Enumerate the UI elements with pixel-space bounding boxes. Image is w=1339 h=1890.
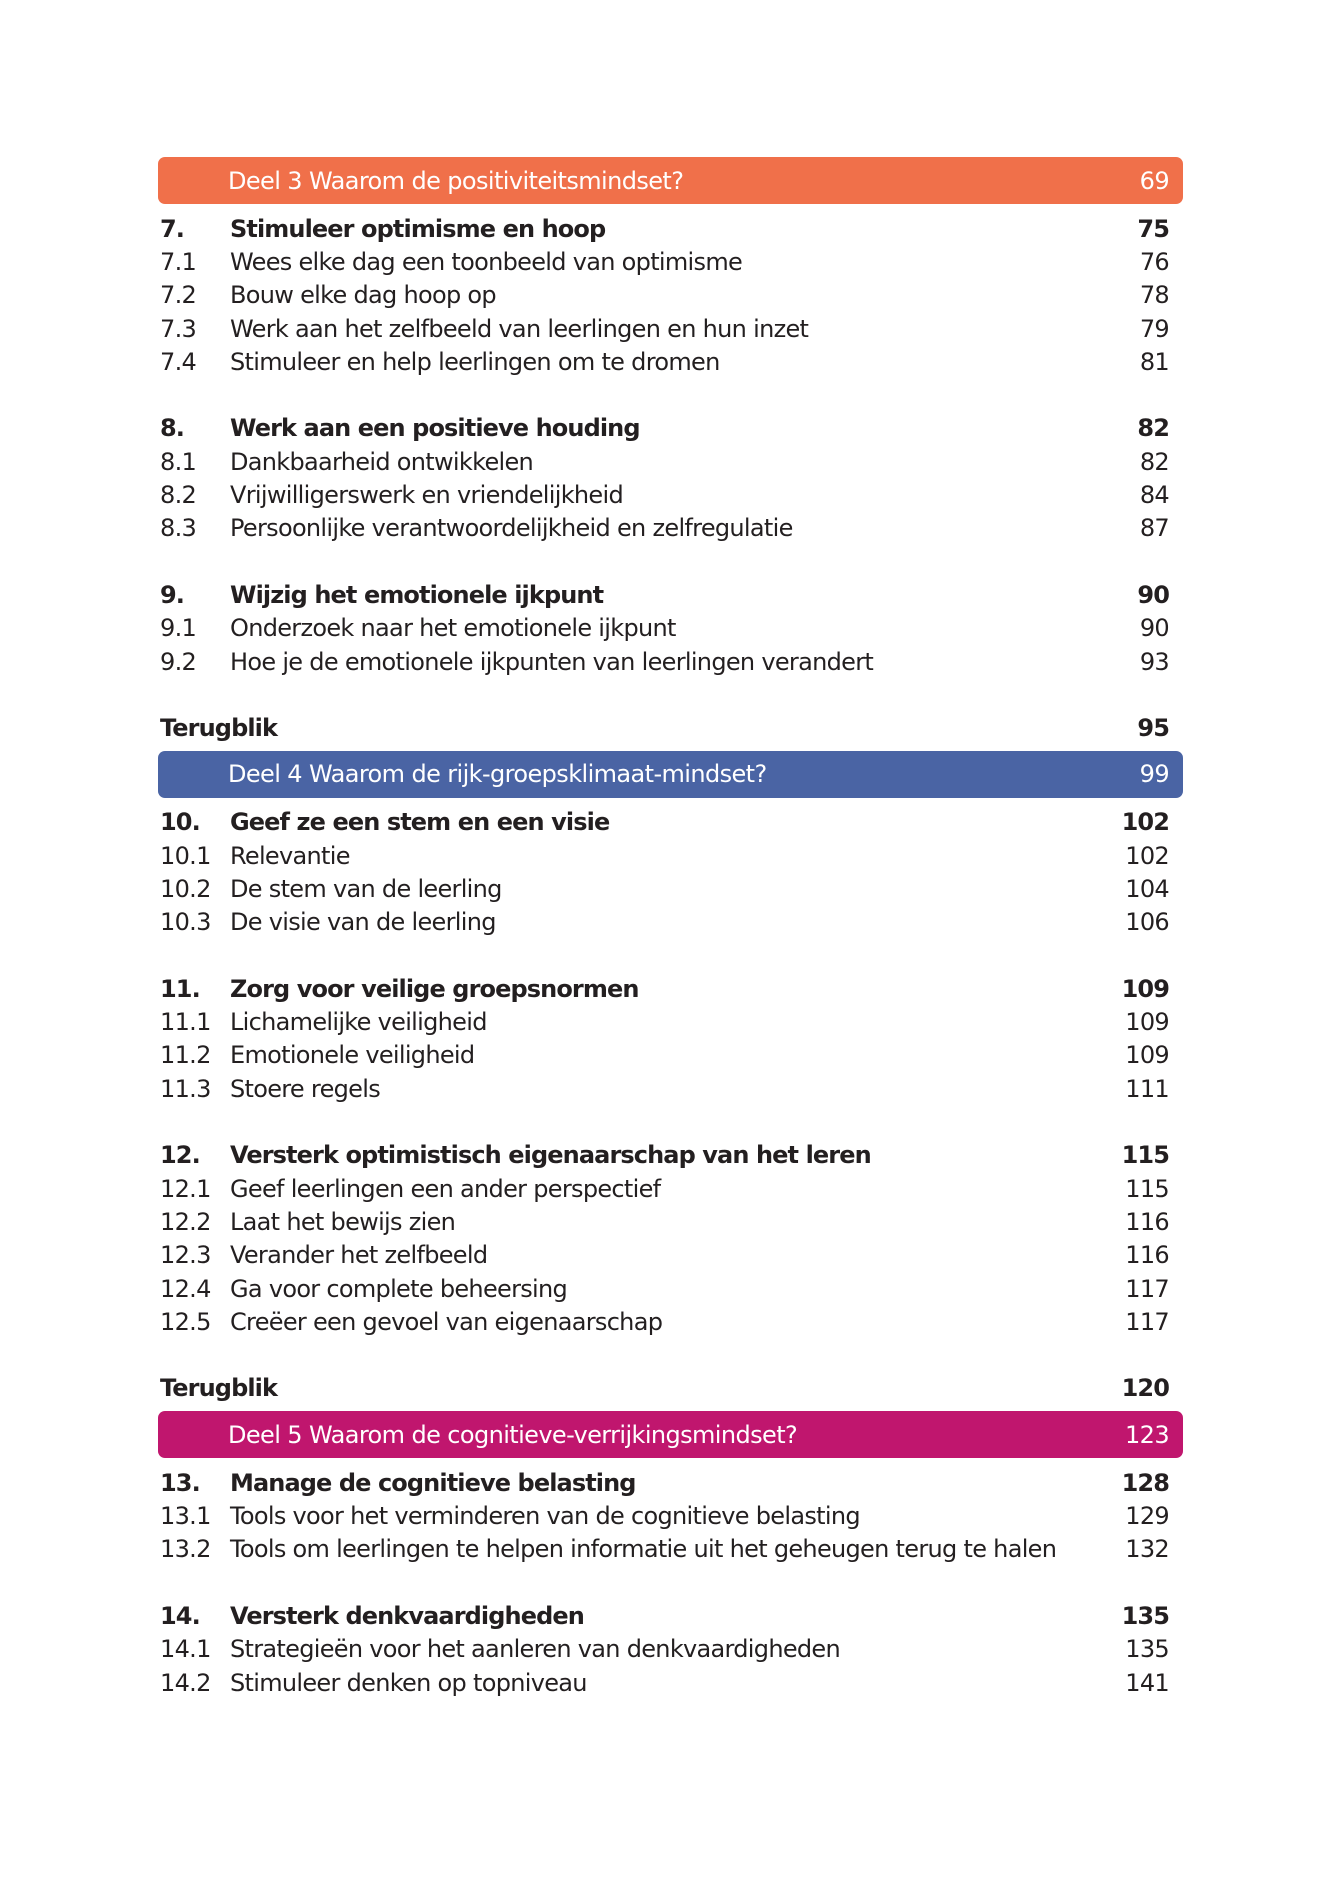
section-entry-number: 11.1 [160,1008,211,1037]
section-entry[interactable] [158,872,1183,905]
section-entry-page: 116 [1125,1207,1169,1236]
section-entry[interactable] [158,1205,1183,1238]
chapter-entry-page: 102 [1121,808,1169,837]
section-entry-page: 102 [1125,841,1169,870]
section-entry-page: 76 [1139,247,1169,276]
chapter-entry-page: 109 [1121,974,1169,1003]
chapter-entry-page: 135 [1121,1601,1169,1630]
chapter-entry-title: Versterk denkvaardigheden [230,1601,584,1630]
section-entry[interactable] [158,906,1183,939]
section-entry-number: 9.2 [160,647,197,676]
section-entry[interactable] [158,345,1183,378]
section-entry-title: Relevantie [230,841,350,870]
chapter-entry-page: 90 [1137,580,1169,609]
spacer [158,1566,1183,1599]
section-entry[interactable] [158,645,1183,678]
spacer [158,1105,1183,1138]
chapter-entry[interactable] [158,212,1183,245]
section-entry[interactable] [158,245,1183,278]
section-entry-page: 117 [1125,1274,1169,1303]
section-entry-page: 111 [1125,1074,1169,1103]
section-entry[interactable] [158,445,1183,478]
table-of-contents [158,157,1183,1699]
section-entry-title: Bouw elke dag hoop op [230,281,496,310]
spacer [158,678,1183,711]
section-entry-title: Stimuleer denken op topniveau [230,1668,587,1697]
section-entry-title: Strategieën voor het aanleren van denkvaardigheden [230,1635,841,1664]
section-entry-page: 117 [1125,1307,1169,1336]
chapter-entry-title: Zorg voor veilige groepsnormen [230,974,639,1003]
section-entry-page: 104 [1125,874,1169,903]
chapter-entry-number: 7. [160,214,185,243]
chapter-entry-title: Geef ze een stem en een visie [230,808,610,837]
part-title: Deel 3 Waarom de positiviteitsmindset? [228,166,684,195]
section-entry-title: Wees elke dag een toonbeeld van optimisme [230,247,743,276]
section-entry-number: 11.2 [160,1041,211,1070]
section-entry-number: 12.1 [160,1174,211,1203]
section-entry-page: 141 [1125,1668,1169,1697]
section-entry[interactable] [158,1039,1183,1072]
chapter-entry-title: Manage de cognitieve belasting [230,1468,636,1497]
part-page: 123 [1124,1420,1169,1449]
spacer [158,1339,1183,1372]
section-entry[interactable] [158,478,1183,511]
section-entry-number: 13.2 [160,1535,211,1564]
section-entry[interactable] [158,1499,1183,1532]
section-entry-number: 11.3 [160,1074,211,1103]
chapter-entry[interactable] [158,1139,1183,1172]
part-header[interactable] [158,1411,1183,1458]
section-entry-number: 8.1 [160,447,197,476]
section-entry-page: 93 [1139,647,1169,676]
section-entry[interactable] [158,312,1183,345]
section-entry-page: 106 [1125,908,1169,937]
section-entry-page: 109 [1125,1008,1169,1037]
spacer [158,545,1183,578]
chapter-entry-number: 13. [160,1468,200,1497]
review-entry-page: 95 [1137,714,1169,743]
section-entry[interactable] [158,1239,1183,1272]
chapter-entry-page: 82 [1137,414,1169,443]
section-entry[interactable] [158,1666,1183,1699]
part-header[interactable] [158,157,1183,204]
spacer [158,378,1183,411]
section-entry[interactable] [158,1006,1183,1039]
chapter-entry-number: 12. [160,1141,200,1170]
chapter-entry-number: 8. [160,414,185,443]
part-title: Deel 4 Waarom de rijk-groepsklimaat-mindset? [228,760,767,789]
section-entry[interactable] [158,512,1183,545]
section-entry-page: 129 [1125,1502,1169,1531]
part-page: 99 [1139,760,1169,789]
section-entry-number: 12.5 [160,1307,211,1336]
section-entry[interactable] [158,1533,1183,1566]
chapter-entry[interactable] [158,412,1183,445]
chapter-entry-title: Stimuleer optimisme en hoop [230,214,606,243]
section-entry-page: 82 [1139,447,1169,476]
section-entry[interactable] [158,839,1183,872]
spacer [158,939,1183,972]
review-entry-page: 120 [1121,1374,1169,1403]
section-entry-title: Laat het bewijs zien [230,1207,456,1236]
section-entry-number: 8.3 [160,514,197,543]
review-entry-title: Terugblik [160,714,278,743]
section-entry-number: 12.2 [160,1207,211,1236]
chapter-entry[interactable] [158,578,1183,611]
section-entry-page: 109 [1125,1041,1169,1070]
section-entry-number: 12.3 [160,1241,211,1270]
section-entry-title: Geef leerlingen een ander perspectief [230,1174,661,1203]
chapter-entry-number: 9. [160,580,185,609]
section-entry-page: 87 [1139,514,1169,543]
section-entry-title: Werk aan het zelfbeeld van leerlingen en hun inzet [230,314,809,343]
section-entry[interactable] [158,1172,1183,1205]
section-entry-title: De visie van de leerling [230,908,496,937]
chapter-entry-page: 75 [1137,214,1169,243]
section-entry-page: 78 [1139,281,1169,310]
section-entry-number: 7.1 [160,247,197,276]
section-entry-title: Creëer een gevoel van eigenaarschap [230,1307,663,1336]
chapter-entry-number: 14. [160,1601,200,1630]
section-entry-number: 12.4 [160,1274,211,1303]
section-entry-page: 79 [1139,314,1169,343]
chapter-entry-title: Werk aan een positieve houding [230,414,640,443]
chapter-entry[interactable] [158,806,1183,839]
section-entry-page: 116 [1125,1241,1169,1270]
section-entry[interactable] [158,279,1183,312]
chapter-entry[interactable] [158,1599,1183,1632]
section-entry-title: Ga voor complete beheersing [230,1274,568,1303]
section-entry-title: Tools voor het verminderen van de cognitieve belasting [230,1502,860,1531]
section-entry-title: Vrijwilligerswerk en vriendelijkheid [230,481,623,510]
section-entry-page: 135 [1125,1635,1169,1664]
chapter-entry-title: Versterk optimistisch eigenaarschap van het leren [230,1141,871,1170]
section-entry-title: Tools om leerlingen te helpen informatie uit het geheugen terug te halen [230,1535,1057,1564]
section-entry-title: Lichamelijke veiligheid [230,1008,487,1037]
section-entry-number: 7.3 [160,314,197,343]
section-entry-title: Persoonlijke verantwoordelijkheid en zelfregulatie [230,514,793,543]
part-header[interactable] [158,751,1183,798]
spacer [158,204,1183,212]
part-page: 69 [1139,166,1169,195]
section-entry-title: Stimuleer en help leerlingen om te dromen [230,347,720,376]
section-entry-page: 115 [1125,1174,1169,1203]
review-entry[interactable] [158,1372,1183,1405]
section-entry-page: 132 [1125,1535,1169,1564]
section-entry-title: De stem van de leerling [230,874,502,903]
section-entry-page: 90 [1139,614,1169,643]
section-entry-number: 7.4 [160,347,197,376]
section-entry-page: 84 [1139,481,1169,510]
chapter-entry-title: Wijzig het emotionele ijkpunt [230,580,604,609]
section-entry-number: 9.1 [160,614,197,643]
section-entry-title: Verander het zelfbeeld [230,1241,488,1270]
review-entry-title: Terugblik [160,1374,278,1403]
section-entry-title: Emotionele veiligheid [230,1041,475,1070]
chapter-entry-page: 115 [1121,1141,1169,1170]
section-entry-number: 10.1 [160,841,211,870]
spacer [158,745,1183,751]
spacer [158,1458,1183,1466]
section-entry-number: 7.2 [160,281,197,310]
chapter-entry-number: 11. [160,974,200,1003]
section-entry-number: 14.1 [160,1635,211,1664]
part-title: Deel 5 Waarom de cognitieve-verrijkingsmindset? [228,1420,798,1449]
section-entry-number: 14.2 [160,1668,211,1697]
section-entry-number: 8.2 [160,481,197,510]
section-entry-page: 81 [1139,347,1169,376]
section-entry-number: 10.2 [160,874,211,903]
section-entry-number: 13.1 [160,1502,211,1531]
section-entry[interactable] [158,1272,1183,1305]
section-entry[interactable] [158,612,1183,645]
section-entry[interactable] [158,1633,1183,1666]
section-entry-number: 10.3 [160,908,211,937]
chapter-entry-number: 10. [160,808,200,837]
chapter-entry-page: 128 [1121,1468,1169,1497]
review-entry[interactable] [158,711,1183,744]
section-entry[interactable] [158,1305,1183,1338]
chapter-entry[interactable] [158,972,1183,1005]
section-entry[interactable] [158,1072,1183,1105]
spacer [158,798,1183,806]
section-entry-title: Dankbaarheid ontwikkelen [230,447,534,476]
section-entry-title: Hoe je de emotionele ijkpunten van leerlingen verandert [230,647,874,676]
section-entry-title: Stoere regels [230,1074,381,1103]
section-entry-title: Onderzoek naar het emotionele ijkpunt [230,614,676,643]
chapter-entry[interactable] [158,1466,1183,1499]
